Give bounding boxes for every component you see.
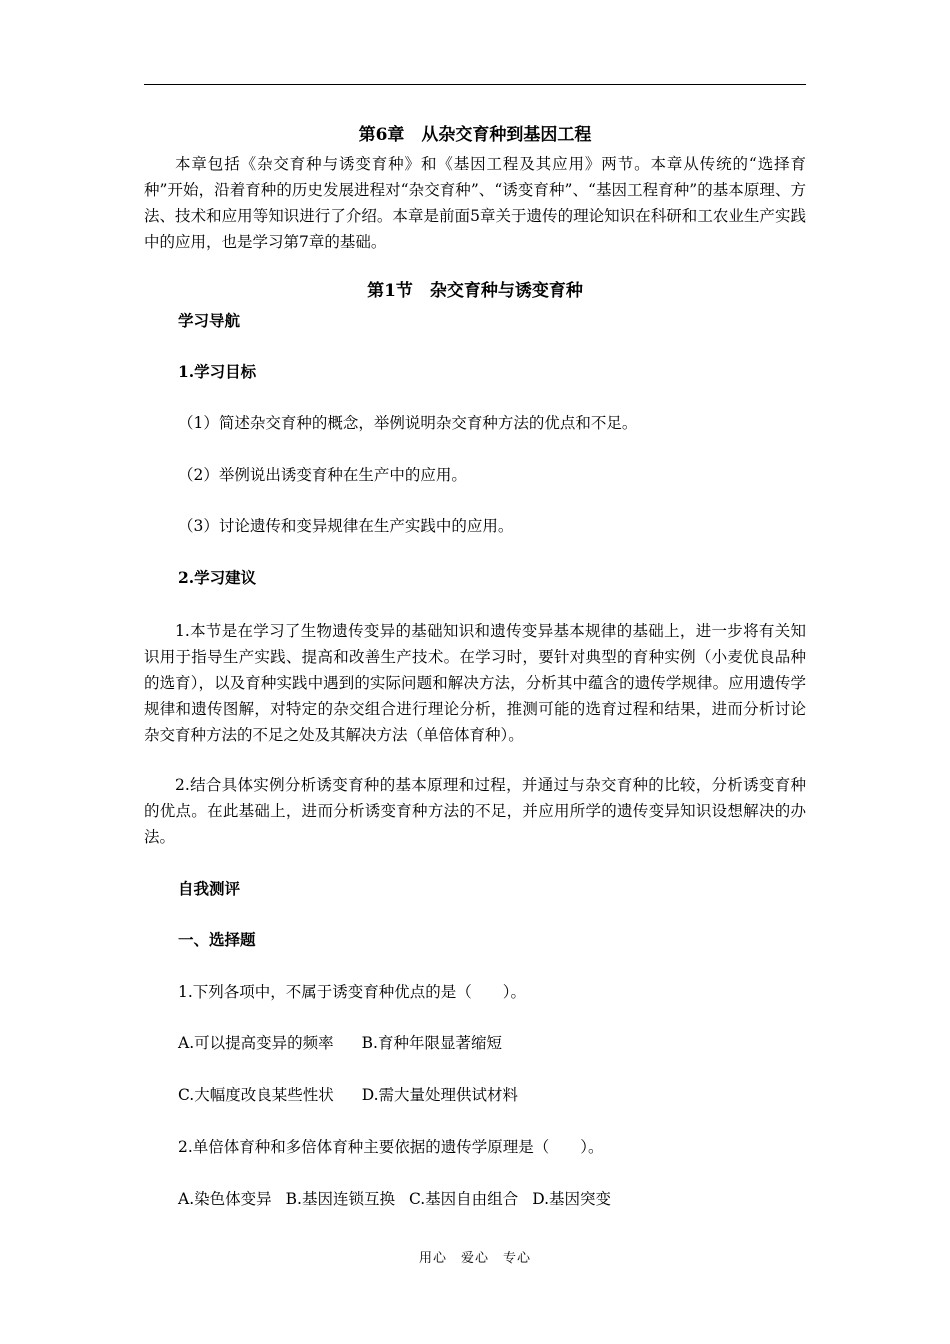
question-2-options xyxy=(178,1186,806,1212)
advice-paragraph: 1.本节是在学习了生物遗传变异的基础知识和遗传变异基本规律的基础上，进一步将有关知识用于指导生产实践、提高和改善生产技术。在学习时，要针对典型的育种实例（小麦优良品种的选育），以及育种实践中遇到的实际问题和解决方法，分析其中蕴含的遗传学规律。应用遗传学规律和遗传图解，对特定的杂交组合进行理论分析，推测可能的选育过程和结果，进而分析讨论杂交育种方法的不足之处及其解决方法（单倍体育种）。 xyxy=(144,622,806,744)
chapter-title: 第6章 从杂交育种到基因工程 xyxy=(358,125,592,145)
self-test-heading: 自我测评 xyxy=(178,879,241,898)
option-b: B.基因连锁互换 xyxy=(285,1190,395,1208)
goals-heading: 1.学习目标 xyxy=(178,362,257,381)
page-footer: 用心 爱心 专心 xyxy=(418,1251,531,1266)
guide-heading: 学习导航 xyxy=(178,311,241,330)
option-a: A.可以提高变异的频率 xyxy=(178,1034,334,1052)
option-d: D.需大量处理供试材料 xyxy=(361,1086,519,1104)
chapter-intro: 本章包括《杂交育种与诱变育种》和《基因工程及其应用》两节。本章从传统的“选择育种”开始，沿着育种的历史发展进程对“杂交育种”、“诱变育种”、“基因工程育种”的基本原理、方法、技术和应用等知识进行了介绍。本章是前面5章关于遗传的理论知识在科研和工农业生产实践中的应用，也是学习第7章的基础。 xyxy=(144,155,806,251)
question-1-options-row-1 xyxy=(178,1030,806,1056)
header-rule xyxy=(144,84,806,85)
option-a: A.染色体变异 xyxy=(178,1190,272,1208)
question-2-stem: 2.单倍体育种和多倍体育种主要依据的遗传学原理是（ ）。 xyxy=(178,1138,604,1156)
option-c: C.基因自由组合 xyxy=(408,1190,519,1208)
question-1-stem: 1.下列各项中，不属于诱变育种优点的是（ ）。 xyxy=(178,983,527,1001)
advice-paragraph: 2.结合具体实例分析诱变育种的基本原理和过程，并通过与杂交育种的比较，分析诱变育种的优点。在此基础上，进而分析诱变育种方法的不足，并应用所学的遗传变异知识设想解决的办法。 xyxy=(144,776,806,846)
goal-item: （3）讨论遗传和变异规律在生产实践中的应用。 xyxy=(178,517,514,535)
option-c: C.大幅度改良某些性状 xyxy=(178,1086,334,1104)
goal-item: （1）简述杂交育种的概念，举例说明杂交育种方法的优点和不足。 xyxy=(178,414,638,432)
option-b: B.育种年限显著缩短 xyxy=(361,1034,502,1052)
goal-item: （2）举例说出诱变育种在生产中的应用。 xyxy=(178,466,467,484)
section-title: 第1节 杂交育种与诱变育种 xyxy=(367,281,583,301)
question-1-options-row-2 xyxy=(178,1082,806,1108)
advice-heading: 2.学习建议 xyxy=(178,568,257,587)
option-d: D.基因突变 xyxy=(532,1190,612,1208)
choice-heading: 一、选择题 xyxy=(178,930,256,949)
